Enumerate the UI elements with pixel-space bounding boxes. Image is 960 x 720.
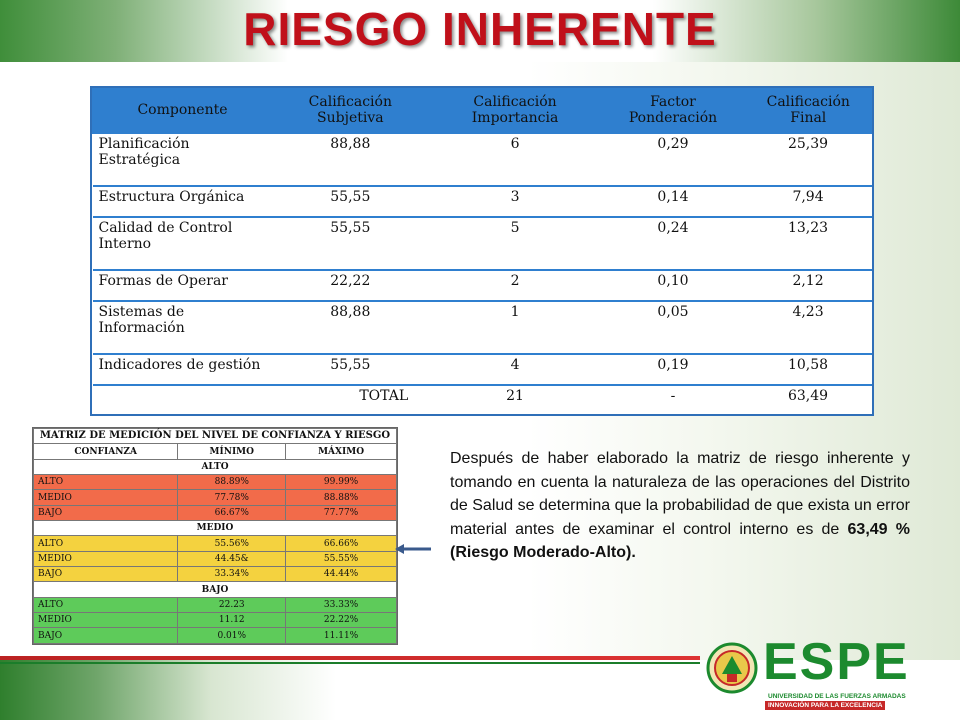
matrix-cell-max: 77.77% (286, 505, 397, 520)
cell-subjetiva: 88,88 (273, 133, 429, 186)
matrix-cell-max: 44.44% (286, 567, 397, 582)
header-final: Calificación Final (744, 88, 872, 133)
matrix-cell-max: 99.99% (286, 475, 397, 490)
table-row (93, 270, 873, 301)
conclusion-highlight: 63,49 % (Riesgo Moderado-Alto). (450, 520, 910, 561)
logo-tagline-2: INNOVACIÓN PARA LA EXCELENCIA (765, 701, 885, 710)
matrix-cell-level: ALTO (34, 475, 178, 490)
matrix-cell-min: 22.23 (178, 597, 286, 612)
matrix-cell-min: 66.67% (178, 505, 286, 520)
matrix-cell-level: MEDIO (34, 551, 178, 566)
matrix-cell-level: BAJO (34, 628, 178, 644)
matrix-group-label: MEDIO (34, 521, 397, 536)
slide-title: RIESGO INHERENTE (243, 3, 717, 55)
cell-importancia: 1 (428, 301, 602, 354)
matrix-cell-max: 33.33% (286, 597, 397, 612)
matrix-cell-min: 11.12 (178, 613, 286, 628)
matrix-cell-min: 77.78% (178, 490, 286, 505)
cell-importancia: 6 (428, 133, 602, 186)
cell-importancia: 5 (428, 217, 602, 270)
matrix-title: MATRIZ DE MEDICIÓN DEL NIVEL DE CONFIANZA Y RIESGO (34, 429, 397, 444)
cell-final: 7,94 (744, 186, 872, 217)
cell-importancia: 2 (428, 270, 602, 301)
cell-factor: 0,10 (602, 270, 744, 301)
cell-factor: 0,14 (602, 186, 744, 217)
header-subjetiva: Calificación Subjetiva (273, 88, 429, 133)
table-row (93, 133, 873, 186)
cell-componente: Sistemas de Información (93, 301, 273, 354)
total-label: TOTAL (93, 385, 429, 414)
cell-final: 25,39 (744, 133, 872, 186)
cell-subjetiva: 55,55 (273, 186, 429, 217)
cell-importancia: 3 (428, 186, 602, 217)
cell-componente: Calidad de Control Interno (93, 217, 273, 270)
matrix-cell-min: 44.45& (178, 551, 286, 566)
logo-wordmark: ESPE (763, 633, 910, 691)
matrix-row (34, 613, 397, 628)
matrix-cell-min: 33.34% (178, 567, 286, 582)
crest-icon (705, 638, 759, 702)
cell-factor: 0,05 (602, 301, 744, 354)
matrix-header-maximo: MÁXIMO (286, 444, 397, 459)
matrix-group-label: BAJO (34, 582, 397, 597)
matrix-row (34, 567, 397, 582)
matrix-row (34, 551, 397, 566)
table-row (93, 354, 873, 385)
arrow-left-icon (395, 542, 433, 556)
cell-componente: Planificación Estratégica (93, 133, 273, 186)
matrix-cell-max: 11.11% (286, 628, 397, 644)
cell-importancia: 4 (428, 354, 602, 385)
matrix-cell-max: 66.66% (286, 536, 397, 551)
cell-final: 2,12 (744, 270, 872, 301)
matrix-row (34, 536, 397, 551)
matrix-cell-max: 22.22% (286, 613, 397, 628)
matrix-cell-level: ALTO (34, 597, 178, 612)
cell-componente: Estructura Orgánica (93, 186, 273, 217)
header-componente: Componente (93, 88, 273, 133)
cell-final: 4,23 (744, 301, 872, 354)
matrix-row (34, 597, 397, 612)
matrix-cell-max: 55.55% (286, 551, 397, 566)
matrix-cell-max: 88.88% (286, 490, 397, 505)
matrix-row (34, 490, 397, 505)
cell-factor: 0,29 (602, 133, 744, 186)
total-row (93, 385, 873, 414)
cell-final: 13,23 (744, 217, 872, 270)
matrix-cell-min: 55.56% (178, 536, 286, 551)
cell-componente: Formas de Operar (93, 270, 273, 301)
matrix-cell-level: BAJO (34, 505, 178, 520)
matrix-cell-min: 0.01% (178, 628, 286, 644)
logo-tagline-1: UNIVERSIDAD DE LAS FUERZAS ARMADAS (768, 693, 906, 700)
cell-subjetiva: 55,55 (273, 354, 429, 385)
matrix-header-minimo: MÍNIMO (178, 444, 286, 459)
conclusion-text: Después de haber elaborado la matriz de riesgo inherente y tomando en cuenta la naturaleza de las operaciones del Distrito de Salud se determina que la probabilidad de que exista un error material antes de examinar el control interno es de (450, 450, 910, 538)
header-importancia: Calificación Importancia (428, 88, 602, 133)
cell-factor: 0,19 (602, 354, 744, 385)
table-row (93, 186, 873, 217)
cell-subjetiva: 22,22 (273, 270, 429, 301)
header-factor: Factor Ponderación (602, 88, 744, 133)
cell-subjetiva: 88,88 (273, 301, 429, 354)
total-importancia: 21 (428, 385, 602, 414)
total-factor: - (602, 385, 744, 414)
matrix-header-confianza: CONFIANZA (34, 444, 178, 459)
table-row (93, 301, 873, 354)
matrix-cell-level: ALTO (34, 536, 178, 551)
matrix-group-label: ALTO (34, 459, 397, 474)
confidence-matrix (32, 427, 398, 645)
matrix-cell-level: BAJO (34, 567, 178, 582)
cell-final: 10,58 (744, 354, 872, 385)
matrix-cell-min: 88.89% (178, 475, 286, 490)
matrix-row (34, 628, 397, 644)
divider-green (0, 662, 700, 664)
matrix-cell-level: MEDIO (34, 613, 178, 628)
matrix-row (34, 475, 397, 490)
divider-red (0, 656, 700, 660)
table-row (93, 217, 873, 270)
total-final: 63,49 (744, 385, 872, 414)
risk-table (90, 86, 874, 416)
conclusion-paragraph (450, 447, 910, 565)
matrix-row (34, 505, 397, 520)
cell-componente: Indicadores de gestión (93, 354, 273, 385)
cell-factor: 0,24 (602, 217, 744, 270)
cell-subjetiva: 55,55 (273, 217, 429, 270)
matrix-cell-level: MEDIO (34, 490, 178, 505)
espe-logo (705, 632, 945, 708)
